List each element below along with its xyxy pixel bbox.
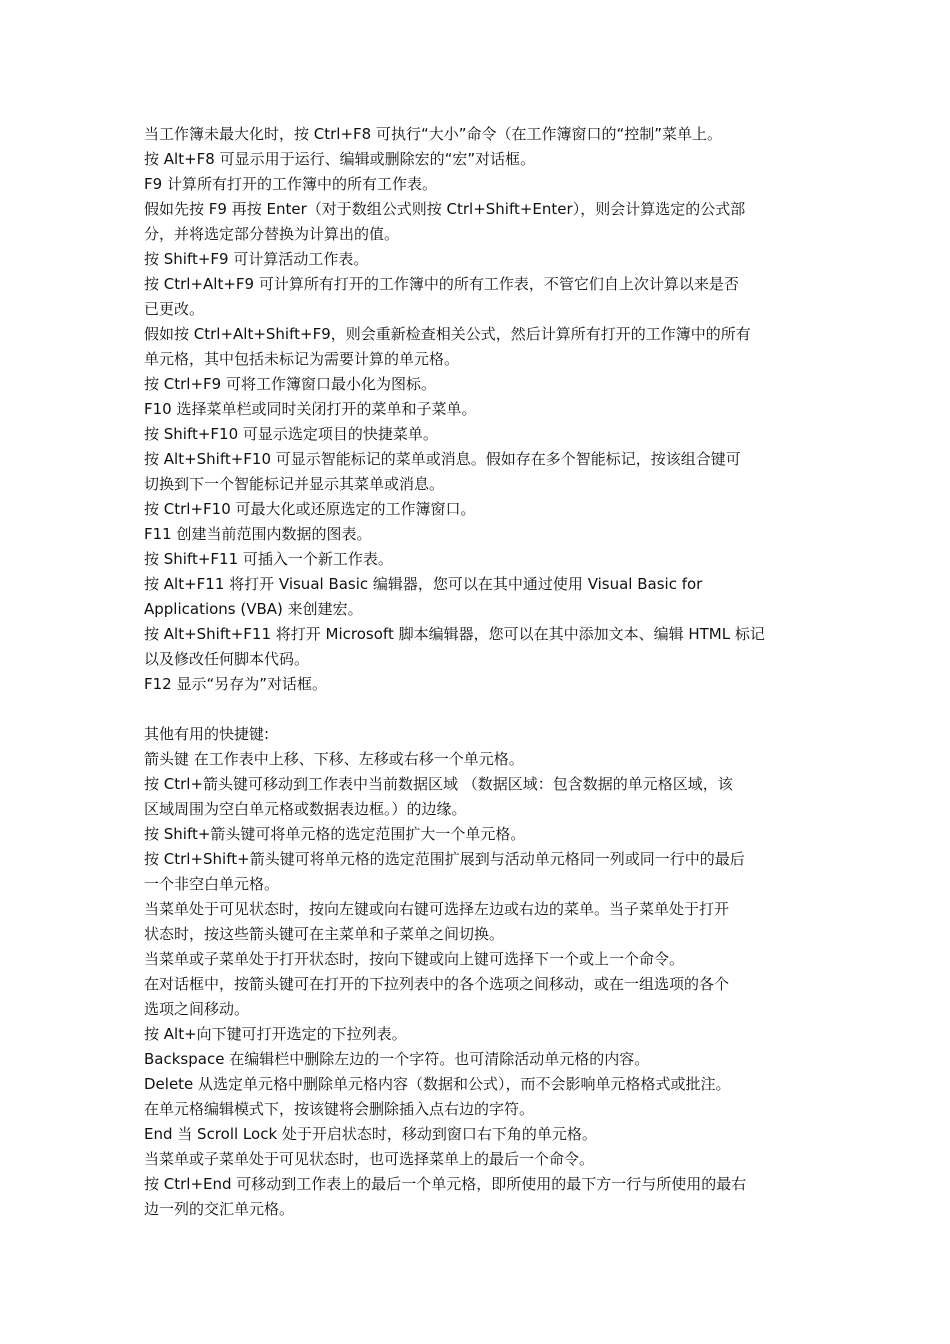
section-heading: 其他有用的快捷键:: [144, 725, 270, 743]
text-line: 在单元格编辑模式下，按该键将会删除插入点右边的字符。: [144, 1100, 535, 1118]
text-line: F10 选择菜单栏或同时关闭打开的菜单和子菜单。: [144, 400, 477, 418]
text-line: 按 Ctrl+F10 可最大化或还原选定的工作簿窗口。: [144, 500, 476, 518]
text-line: 按 Ctrl+Shift+箭头键可将单元格的选定范围扩展到与活动单元格同一列或同一行中的最后: [144, 850, 745, 868]
text-line: 按 Alt+Shift+F11 将打开 Microsoft 脚本编辑器，您可以在其中添加文本、编辑 HTML 标记: [144, 625, 765, 643]
text-line: 单元格，其中包括未标记为需要计算的单元格。: [144, 350, 460, 368]
text-line: 按 Shift+F9 可计算活动工作表。: [144, 250, 369, 268]
text-line: 分，并将选定部分替换为计算出的值。: [144, 225, 400, 243]
text-line: 按 Ctrl+End 可移动到工作表上的最后一个单元格，即所使用的最下方一行与所使用的最右: [144, 1175, 747, 1193]
text-line: 当菜单处于可见状态时，按向左键或向右键可选择左边或右边的菜单。当子菜单处于打开: [144, 900, 730, 918]
text-line: F9 计算所有打开的工作簿中的所有工作表。: [144, 175, 437, 193]
text-line: 一个非空白单元格。: [144, 875, 280, 893]
text-line: 边一列的交汇单元格。: [144, 1200, 295, 1218]
text-line: 已更改。: [144, 300, 205, 318]
other-useful-shortcuts-section: [144, 722, 810, 1222]
text-line: 按 Alt+F8 可显示用于运行、编辑或删除宏的“宏”对话框。: [144, 150, 536, 168]
function-key-shortcuts-section: [144, 122, 810, 697]
text-line: 按 Alt+Shift+F10 可显示智能标记的菜单或消息。假如存在多个智能标记，按该组合键可: [144, 450, 741, 468]
text-line: Backspace 在编辑栏中删除左边的一个字符。也可清除活动单元格的内容。: [144, 1050, 650, 1068]
text-line: 切换到下一个智能标记并显示其菜单或消息。: [144, 475, 445, 493]
text-line: Delete 从选定单元格中删除单元格内容（数据和公式），而不会影响单元格格式或批注。: [144, 1075, 731, 1093]
text-line: 以及修改任何脚本代码。: [144, 650, 310, 668]
text-line: 箭头键 在工作表中上移、下移、左移或右移一个单元格。: [144, 750, 524, 768]
text-line: 按 Alt+向下键可打开选定的下拉列表。: [144, 1025, 407, 1043]
paragraph-spacer: [144, 697, 810, 722]
text-line: 当工作簿未最大化时，按 Ctrl+F8 可执行“大小”命令（在工作簿窗口的“控制”菜单上。: [144, 125, 723, 143]
text-line: 按 Shift+箭头键可将单元格的选定范围扩大一个单元格。: [144, 825, 526, 843]
text-line: 按 Shift+F11 可插入一个新工作表。: [144, 550, 393, 568]
text-line: F11 创建当前范围内数据的图表。: [144, 525, 372, 543]
text-line: 假如按 Ctrl+Alt+Shift+F9，则会重新检查相关公式，然后计算所有打开的工作簿中的所有: [144, 325, 751, 343]
text-line: F12 显示“另存为”对话框。: [144, 675, 328, 693]
document-body: [144, 122, 810, 1222]
text-line: 按 Alt+F11 将打开 Visual Basic 编辑器，您可以在其中通过使用 Visual Basic for: [144, 575, 703, 593]
text-line: 状态时，按这些箭头键可在主菜单和子菜单之间切换。: [144, 925, 505, 943]
text-line: 当菜单或子菜单处于打开状态时，按向下键或向上键可选择下一个或上一个命令。: [144, 950, 685, 968]
text-line: 当菜单或子菜单处于可见状态时，也可选择菜单上的最后一个命令。: [144, 1150, 595, 1168]
text-line: 选项之间移动。: [144, 1000, 250, 1018]
text-line: 按 Ctrl+F9 可将工作簿窗口最小化为图标。: [144, 375, 436, 393]
text-line: 区域周围为空白单元格或数据表边框。）的边缘。: [144, 800, 467, 818]
text-line: 按 Shift+F10 可显示选定项目的快捷菜单。: [144, 425, 438, 443]
text-line: End 当 Scroll Lock 处于开启状态时，移动到窗口右下角的单元格。: [144, 1125, 597, 1143]
text-line: 按 Ctrl+箭头键可移动到工作表中当前数据区域 （数据区域：包含数据的单元格区域，该: [144, 775, 733, 793]
text-line: 在对话框中，按箭头键可在打开的下拉列表中的各个选项之间移动，或在一组选项的各个: [144, 975, 730, 993]
text-line: 按 Ctrl+Alt+F9 可计算所有打开的工作簿中的所有工作表，不管它们自上次计算以来是否: [144, 275, 739, 293]
text-line: Applications (VBA) 来创建宏。: [144, 600, 363, 618]
text-line: 假如先按 F9 再按 Enter（对于数组公式则按 Ctrl+Shift+Enter），则会计算选定的公式部: [144, 200, 746, 218]
